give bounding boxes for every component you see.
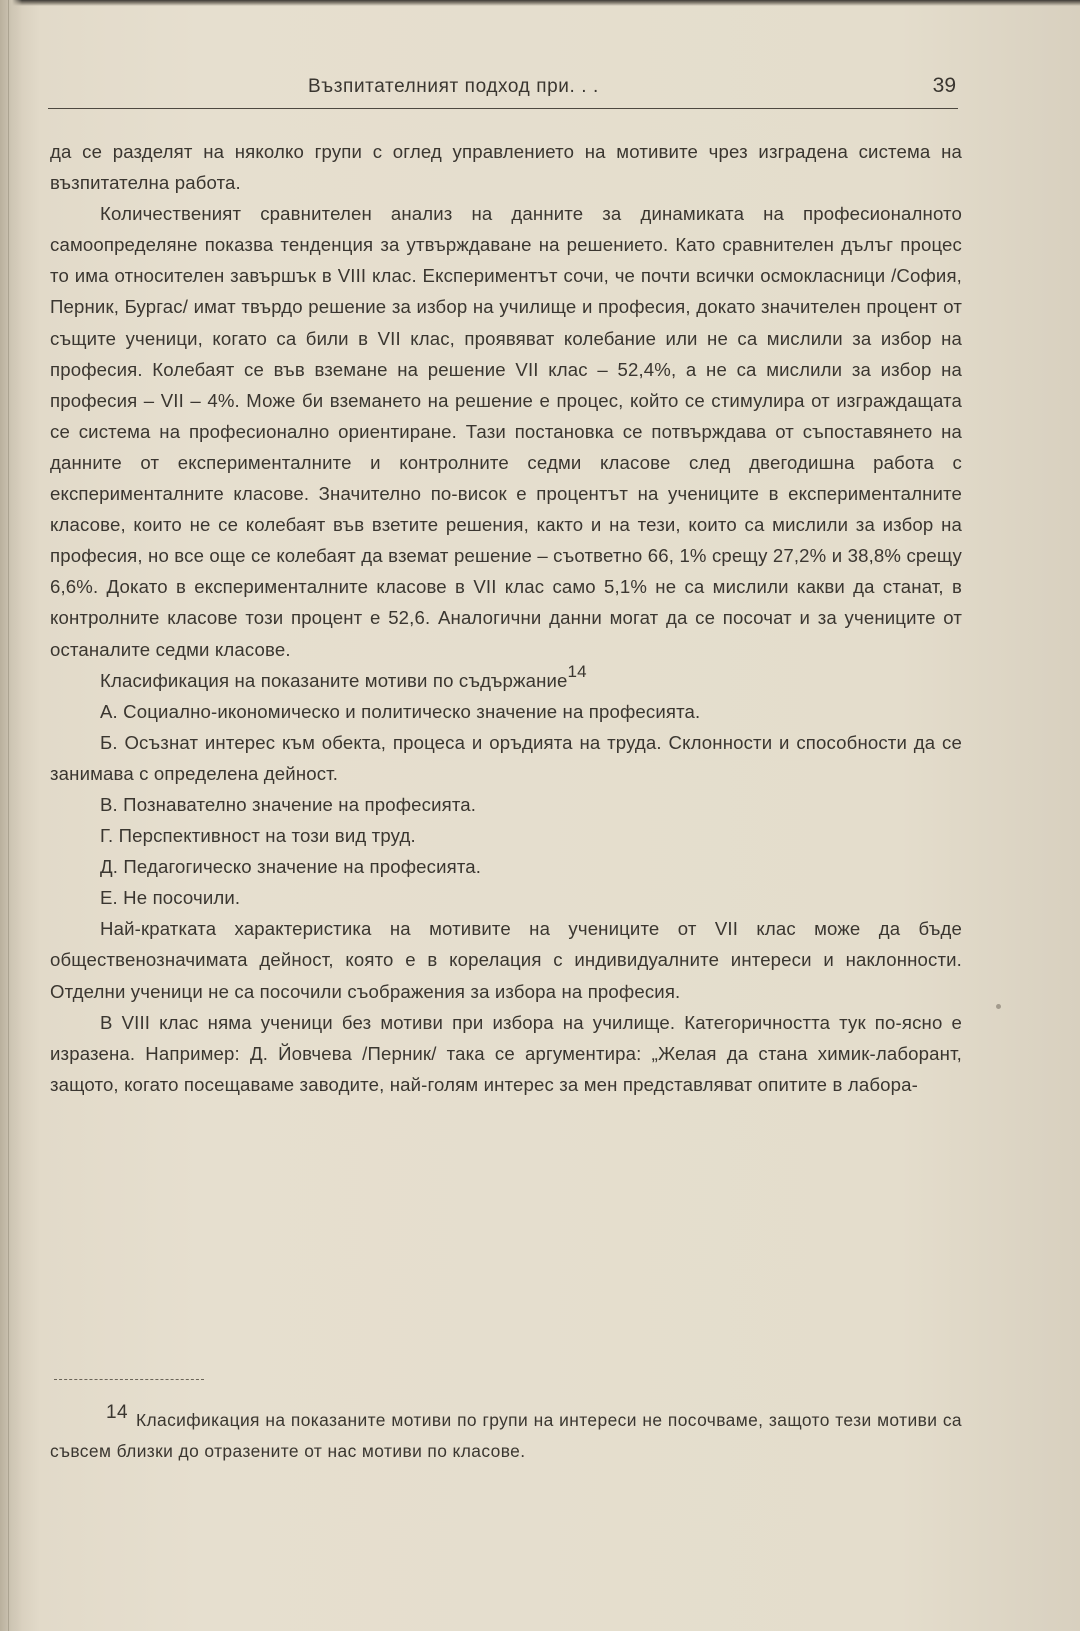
footnote: [50, 1402, 962, 1467]
classification-heading-text: Класификация на показаните мотиви по съдържание: [100, 669, 568, 691]
footnote-text: Класификация на показаните мотиви по групи на интереси не посочваме, защото тези мотиви са съвсем близки до отразените от нас мотиви по класове.: [50, 1410, 962, 1461]
list-item-d: Д. Педагогическо значение на професията.: [100, 856, 482, 878]
top-edge-shadow: [0, 0, 1080, 6]
paragraph-seventh-grade: Най-кратката характеристика на мотивите на учениците от VII клас може да бъде общественозначимата дейност, която е в корелация с индивидуалните интереси и наклонности. Отделни ученици не са посочили съображения за избора на професия.: [50, 918, 962, 1002]
paragraph-eighth-grade: В VIII клас няма ученици без мотиви при избора на училище. Категоричността тук по-ясно е изразена. Например: Д. Йовчева /Перник/ така се аргументира: „Желая да стана химик-лаборант, защото, когато посещаваме заводите, най-голям интерес за мен представляват опитите в лабора-: [50, 1011, 962, 1095]
footnote-paragraph: [50, 1402, 962, 1467]
page-number: 39: [932, 74, 956, 97]
main-text: [50, 136, 962, 1100]
list-item-v: В. Познавателно значение на професията.: [100, 793, 477, 815]
paragraph-analysis: Количественият сравнителен анализ на данните за динамиката на професионалното самоопределяне показва тенденция за утвърждаване на решението. Като сравнителен дълъг процес то има относителен завършък в VIII клас. Експериментът сочи, че почти всички осмокласници /София, Перник, Бургас/ имат твърдо решение за избор на училище и професия, докато значителен процент от същите ученици, когато са били в VII клас, проявяват колебание или не са мислили за избор на професия. Колебаят се във вземане на решение VII клас – 52,4%, а не са мислили за избор на професия – VII – 4%. Може би вземането на решение е процес, който се стимулира от изграждащата се система на професионално ориентиране. Тази постановка се потвърждава от съпоставянето на данните от експерименталните и контролните седми класове след двегодишна работа с експерименталните класове. Значително по-висок е процентът на учениците в експерименталните класове, които не се колебаят във взетите решения, както и на тези, които са мислили за избор на професия, но все още се колебаят да вземат решение – съответно 66, 1% срещу 27,2% и 38,8% срещу 6,6%. Докато в експерименталните класове в VII клас само 5,1% не са мислили какви да станат, в контролните класове този процент е 52,6. Аналогични данни могат да се посочат и за учениците от останалите седми класове.: [50, 203, 962, 660]
paper-spot: [996, 1004, 1001, 1009]
paragraph-continuation: да се разделят на няколко групи с оглед управлението на мотивите чрез изградена система на възпитателна работа.: [50, 141, 962, 194]
binding-edge: [0, 0, 22, 1631]
list-item-a: А. Социално-икономическо и политическо значение на професията.: [100, 700, 701, 722]
running-head-title: Възпитателният подход при. . .: [308, 76, 599, 97]
footnote-number: 14: [106, 1402, 128, 1423]
footnote-separator: [54, 1379, 204, 1380]
footnote-reference: 14: [567, 662, 587, 682]
list-item-b: Б. Осъзнат интерес към обекта, процеса и оръдията на труда. Склонности и способности да се занимава с определена дейност.: [50, 731, 962, 784]
running-head: [52, 72, 962, 108]
list-item-g: Г. Перспективност на този вид труд.: [100, 825, 416, 847]
header-rule: [48, 108, 958, 109]
classification-heading: [50, 662, 962, 696]
list-item-e: Е. Не посочили.: [100, 887, 241, 909]
binding-line: [8, 0, 9, 1631]
